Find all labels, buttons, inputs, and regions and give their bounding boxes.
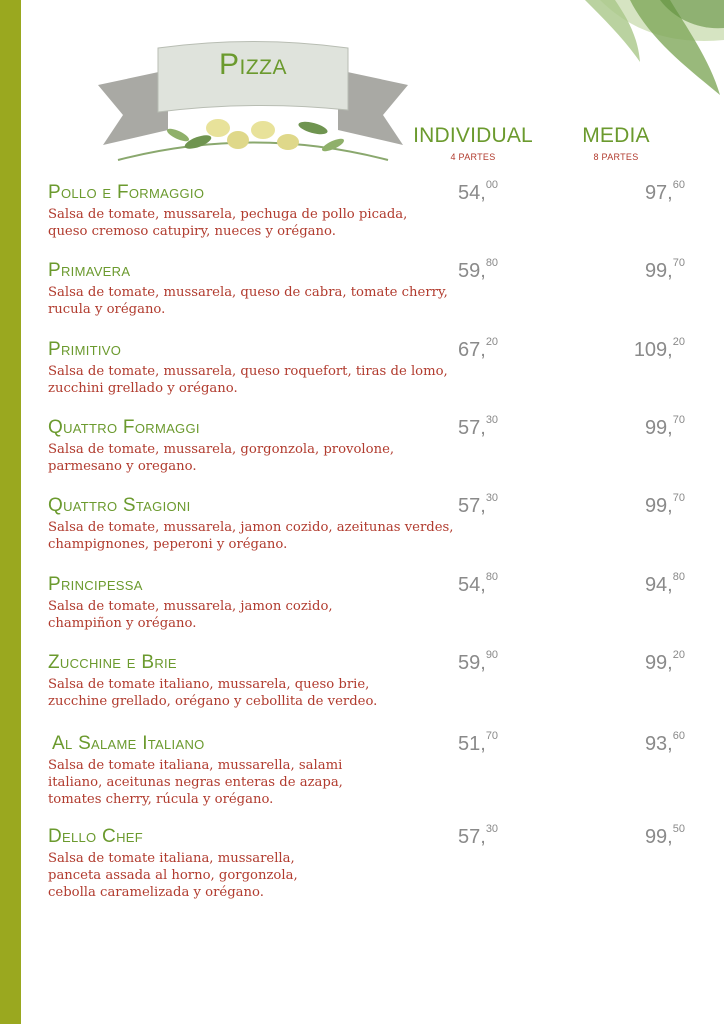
item-name: Quattro Stagioni [48,495,191,516]
menu-item [48,336,688,417]
item-description: Salsa de tomate italiano, mussarela, queso brie, zucchine grellado, orégano y cebollita de verdeo. [48,677,378,709]
price-individual: 54,80 [458,571,499,596]
item-description: Salsa de tomate, mussarela, queso roquefort, tiras de lomo, zucchini grellado y orégano. [48,364,448,396]
item-description: Salsa de tomate, mussarela, queso de cabra, tomate cherry, rucula y orégano. [48,285,448,317]
menu-item [48,492,688,573]
item-name: Al Salame Italiano [52,733,205,754]
leaf-decoration-icon [560,0,724,100]
column-sub-media: 8 PARTES [593,152,639,162]
item-name: Primitivo [48,339,122,360]
menu-item [48,257,688,338]
side-accent-bar [0,0,21,1024]
price-individual: 67,20 [458,336,499,361]
item-description: Salsa de tomate italiana, mussarella, salami italiano, aceitunas negras enteras de azapa, tomates cherry, rúcula y orégano. [48,758,343,807]
item-name: Primavera [48,260,131,281]
item-description: Salsa de tomate italiana, mussarella, panceta assada al horno, gorgonzola, cebolla caramelizada y orégano. [48,851,298,900]
menu-item [48,179,688,260]
item-name: Pollo e Formaggio [48,182,205,203]
price-media: 109,20 [633,336,685,361]
item-description: Salsa de tomate, mussarela, jamon cozido, azeitunas verdes, champignones, peperoni y orégano. [48,520,454,552]
price-media: 99,70 [644,414,685,439]
price-media: 99,70 [644,492,685,517]
item-name: Zucchine e Brie [48,652,177,673]
item-description: Salsa de tomate, mussarela, pechuga de pollo picada, queso cremoso catupiry, nueces y orégano. [48,207,408,239]
price-individual: 59,90 [458,649,499,674]
item-description: Salsa de tomate, mussarela, gorgonzola, provolone, parmesano y oregano. [48,442,395,474]
price-media: 93,60 [644,730,685,755]
menu-item [48,730,688,829]
price-individual: 57,30 [458,492,499,517]
item-name: Principessa [48,574,143,595]
menu-item [48,414,688,495]
item-name: Dello Chef [48,826,143,847]
price-media: 94,80 [644,571,685,596]
menu-item [48,823,688,922]
price-individual: 57,30 [458,414,499,439]
price-individual: 59,80 [458,257,499,282]
price-individual: 51,70 [458,730,499,755]
menu-item [48,571,688,652]
price-media: 99,50 [644,823,685,848]
price-media: 99,70 [644,257,685,282]
item-description: Salsa de tomate, mussarela, jamon cozido, champiñon y orégano. [48,599,333,631]
section-title: Pizza [218,48,287,81]
column-sub-individual: 4 PARTES [450,152,496,162]
price-individual: 54,00 [458,179,499,204]
price-individual: 57,30 [458,823,499,848]
column-header-individual: INDIVIDUAL [413,124,533,147]
item-name: Quattro Formaggi [48,417,200,438]
price-media: 99,20 [644,649,685,674]
column-header-media: MEDIA [582,124,650,147]
price-media: 97,60 [644,179,685,204]
menu-item [48,649,688,730]
